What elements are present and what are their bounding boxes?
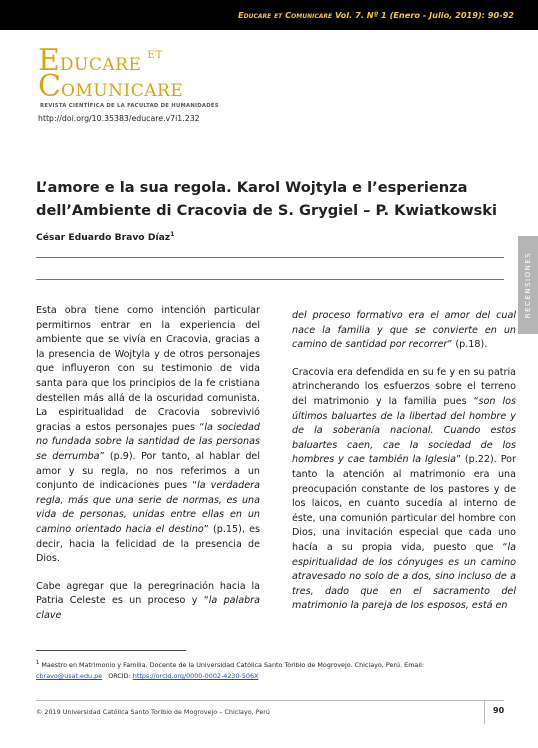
section-tab-label: RECENSIONES — [524, 251, 532, 319]
logo-word-comunicare: OMUNICARE — [60, 81, 184, 101]
text-run: ” (p.15), es decir, hacia la felicidad de la presencia de Dios. — [36, 523, 260, 565]
divider-top — [36, 257, 504, 258]
text-run: Esta obra tiene como intención particular permitirnos entrar en la experiencia del ambiente que se vivía en Cracovia, gracias a la presencia de Wojtyla y de otros personajes que influyeron con su testimonio de vida santa para que los principios de la fe cristiana destellen más allá de la oscuridad comunista. La espiritualidad de Cracovia sobrevivió gracias a estos personajes pues “ — [36, 305, 260, 433]
section-tab — [518, 236, 538, 334]
text-run: ” (p.18). — [447, 339, 488, 351]
orcid-link[interactable]: https://orcid.org/0000-0002-4230-506X — [132, 672, 259, 681]
doi-link[interactable]: http://doi.org/10.35383/educare.v7i1.232 — [38, 114, 200, 123]
footnote-mark: 1 — [36, 660, 40, 666]
article-title: L’amore e la sua regola. Karol Wojtyla e l’esperienza dell’Ambiente di Cracovia de S. Grygiel – P. Kwiatkowski — [36, 179, 498, 219]
quote-run: la verdadera regla, más que una serie de normas, es una vida de personas, unidas entre ellas en un camino orientado hacia el destino — [36, 480, 260, 535]
running-header-journal: Educare et Comunicare — [238, 10, 333, 20]
left-paragraph-2 — [36, 580, 260, 624]
quote-run: la espiritualidad de los cónyuges es un camino atravesado no solo de a dos, sino incluso de a tres, dado que en el sacramento del matrimonio la pareja de los esposos, está en — [292, 541, 516, 612]
left-paragraph-1 — [36, 304, 260, 567]
logo-initial-e: E — [38, 43, 60, 78]
author-name: César Eduardo Bravo Díaz — [36, 232, 171, 244]
page-footer — [36, 700, 504, 722]
running-header-issue: Vol. 7. Nº 1 (Enero - Julio, 2019): 90-92 — [332, 10, 514, 20]
running-header — [238, 10, 514, 20]
email-link[interactable]: cbravo@usat.edu.pe — [36, 672, 103, 681]
divider-bottom — [36, 279, 504, 280]
page-number: 90 — [493, 706, 505, 715]
quote-run: del proceso formativo era el amor del cual nace la familia y que se convierte en un camino de santidad por recorrer — [292, 310, 516, 351]
author-footnote-mark[interactable]: 1 — [170, 231, 175, 238]
right-paragraph-2 — [292, 366, 516, 614]
logo-subtitle: REVISTA CIENTÍFICA DE LA FACULTAD DE HUMANIDADES — [40, 103, 219, 109]
quote-run: la sociedad no fundada sobre la santidad de las personas se derrumba — [36, 421, 260, 462]
running-header-bar — [0, 0, 538, 30]
page-number-box — [484, 700, 512, 724]
copyright: © 2019 Universidad Católica Santo Toribio de Mogrovejo – Chiclayo, Perú — [36, 708, 270, 716]
logo-line-2 — [38, 69, 184, 104]
text-run: ” (p.22). Por tanto la atención al matrimonio era una preocupación constante de los pastores y de los laicos, en cuanto sucedía al interno de éste, una comunión particular del hombre con Dios, una invitación especial que cada uno hacía a su propia vida, puesto que “ — [292, 454, 516, 553]
footnote-separator — [36, 650, 186, 651]
text-run: Cabe agregar que la peregrinación hacia la Patria Celeste es un proceso y “ — [36, 580, 260, 607]
quote-run: la palabra clave — [36, 595, 260, 621]
footnote-text: Maestro en Matrimonio y Familia. Docente de la Universidad Católica Santo Toribio de Mogrovejo. Chiclayo, Perú. Email: — [39, 661, 425, 670]
logo-initial-c: C — [38, 69, 61, 104]
right-paragraph-1 — [292, 309, 516, 353]
logo-word-educare: DUCARE — [59, 55, 142, 75]
footnote — [36, 658, 506, 682]
right-column — [292, 309, 516, 627]
logo-word-et: ET — [147, 50, 164, 61]
text-run: ” (p.9). Por tanto, al hablar del amor y su regla, no nos referimos a un conjunto de indicaciones pues “ — [36, 450, 260, 492]
left-column — [36, 304, 260, 636]
text-run: Cracovia era defendida en su fe y en su patria atrincherando los esfuerzos sobre el terreno del matrimonio y la familia pues “ — [292, 366, 516, 407]
article-author — [36, 231, 174, 243]
orcid-label: ORCID: — [102, 672, 133, 681]
quote-run: son los últimos baluartes de la libertad del hombre y de la soberanía nacional. Cuando estos baluartes caen, cae la sociedad de los hombres y cae también la Iglesia — [292, 395, 516, 466]
journal-logo — [38, 43, 298, 114]
